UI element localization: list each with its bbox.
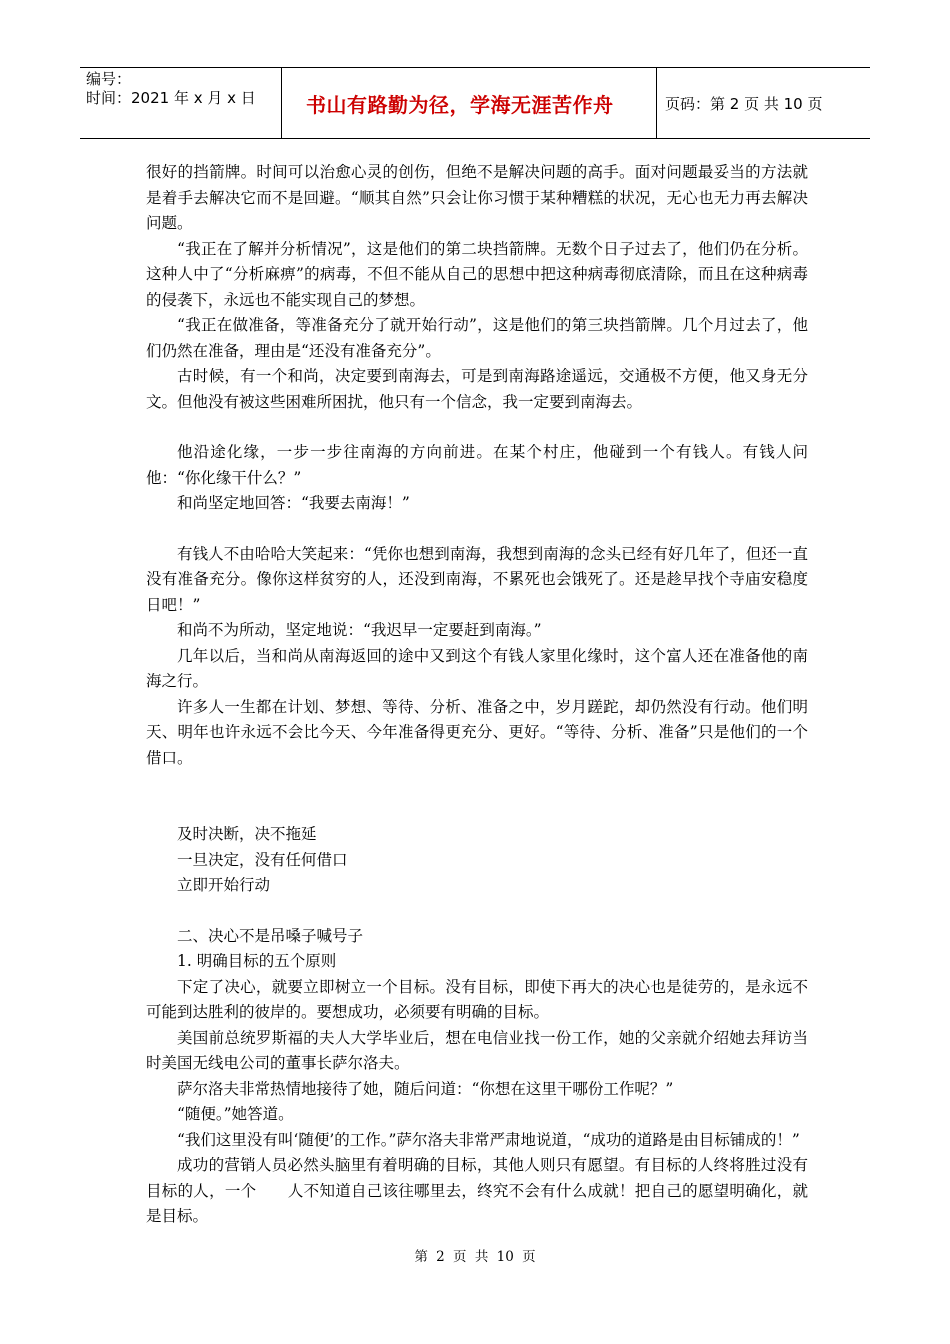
paragraph: 古时候，有一个和尚，决定要到南海去，可是到南海路途遥远，交通极不方便，他又身无分文。但他没有被这些困难所困扰，他只有一个信念，我一定要到南海去。	[146, 367, 808, 411]
paragraph: 成功的营销人员必然头脑里有着明确的目标，其他人则只有愿望。有目标的人终将胜过没有目标的人，一个 人不知道自己该往哪里去，终究不会有什么成就！把自己的愿望明确化，就是目标。	[146, 1156, 808, 1225]
spacer	[146, 899, 808, 924]
document-date-label: 时间：2021 年 x 月 x 日	[86, 89, 256, 107]
paragraph: “我正在了解并分析情况”，这是他们的第二块挡箭牌。无数个日子过去了，他们仍在分析。这种人中了“分析麻痹”的病毒，不但不能从自己的思想中把这种病毒彻底清除，而且在这种病毒的侵袭下，永远也不能实现自己的梦想。	[146, 239, 808, 309]
spacer	[146, 771, 808, 822]
paragraph: 美国前总统罗斯福的夫人大学毕业后，想在电信业找一份工作，她的父亲就介绍她去拜访当时美国无线电公司的董事长萨尔洛夫。	[146, 1028, 808, 1072]
page-header	[80, 67, 870, 139]
section-heading: 二、决心不是吊嗓子喊号子	[177, 926, 364, 945]
document-body	[146, 160, 808, 1230]
header-motto: 书山有路勤为径，学海无涯苦作舟	[306, 92, 614, 117]
spacer	[146, 517, 808, 542]
header-meta-cell	[80, 68, 282, 138]
paragraph: 和尚坚定地回答：“我要去南海！”	[177, 494, 410, 512]
paragraph: “随便。”她答道。	[177, 1105, 294, 1123]
summary-line: 一旦决定，没有任何借口	[177, 850, 348, 869]
header-motto-cell	[282, 68, 657, 138]
paragraph: 下定了决心，就要立即树立一个目标。没有目标，即使下再大的决心也是徒劳的，是永远不可能到达胜利的彼岸的。要想成功，必须要有明确的目标。	[146, 977, 808, 1021]
summary-line: 及时决断，决不拖延	[177, 825, 317, 843]
paragraph: “我正在做准备，等准备充分了就开始行动”，这是他们的第三块挡箭牌。几个月过去了，他们仍然在准备，理由是“还没有准备充分”。	[146, 316, 808, 360]
page-footer: 第 2 页 共 10 页	[414, 1249, 536, 1265]
paragraph: 他沿途化缘，一步一步往南海的方向前进。在某个村庄，他碰到一个有钱人。有钱人问他：“你化缘干什么？”	[146, 443, 808, 487]
paragraph: 许多人一生都在计划、梦想、等待、分析、准备之中，岁月蹉跎，却仍然没有行动。他们明天、明年也许永远不会比今天、今年准备得更充分、更好。“等待、分析、准备”只是他们的一个借口。	[146, 697, 808, 767]
header-page-number: 页码：第 2 页 共 10 页	[665, 94, 823, 113]
paragraph: 有钱人不由哈哈大笑起来：“凭你也想到南海，我想到南海的念头已经有好几年了，但还一直没有准备充分。像你这样贫穷的人，还没到南海，不累死也会饿死了。还是趁早找个寺庙安稳度日吧！”	[146, 544, 808, 614]
paragraph: “我们这里没有叫‘随便’的工作。”萨尔洛夫非常严肃地说道，“成功的道路是由目标铺成的！”	[177, 1130, 800, 1149]
spacer	[146, 415, 808, 440]
header-page-cell	[657, 68, 870, 138]
document-number-label: 编号：	[86, 70, 132, 88]
paragraph: 和尚不为所动，坚定地说：“我迟早一定要赶到南海。”	[177, 621, 542, 639]
paragraph: 几年以后，当和尚从南海返回的途中又到这个有钱人家里化缘时，这个富人还在准备他的南海之行。	[146, 646, 808, 690]
subsection-heading: 1. 明确目标的五个原则	[177, 952, 337, 970]
paragraph: 很好的挡箭牌。时间可以治愈心灵的创伤，但绝不是解决问题的高手。面对问题最妥当的方法就是着手去解决它而不是回避。“顺其自然”只会让你习惯于某种糟糕的状况，无心也无力再去解决问题。	[146, 163, 808, 232]
summary-line: 立即开始行动	[177, 876, 271, 894]
paragraph: 萨尔洛夫非常热情地接待了她，随后问道：“你想在这里干哪份工作呢？”	[177, 1079, 674, 1098]
